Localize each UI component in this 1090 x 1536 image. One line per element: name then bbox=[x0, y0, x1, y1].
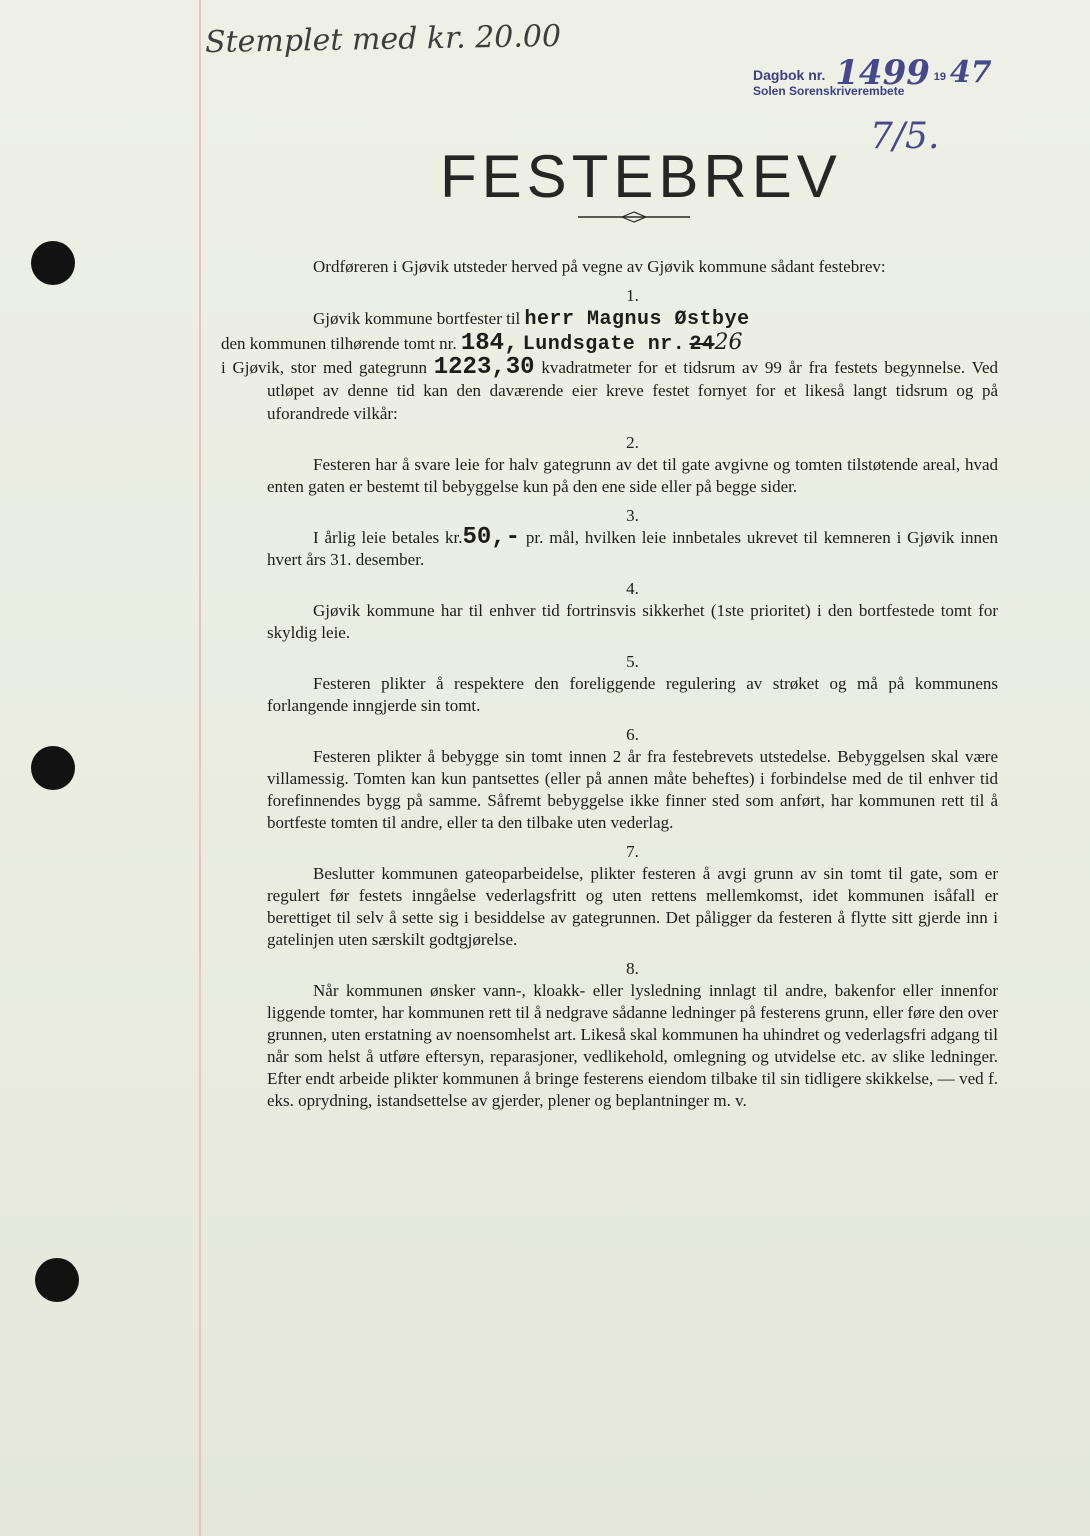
section-number-1: 1. bbox=[626, 286, 639, 305]
section-1-part3: i Gjøvik, stor med gategrunn bbox=[221, 358, 427, 377]
section-5-text: Festeren plikter å respektere den foreliggende regulering av strøket og må på kommunens forlangende inngjerde sin tomt. bbox=[267, 674, 998, 715]
lessee-name: herr Magnus Østbye bbox=[524, 308, 750, 331]
plot-number: 184, bbox=[460, 330, 519, 357]
section-6-text: Festeren plikter å bebygge sin tomt innen 2 år fra festebrevets utstedelse. Bebyggelsen skal være villamessig. Tomten kan kun pantsettes (eller på annen måte beheftes) i forbindelse med de til enhver tid forefinnendes bygg på samme. Såfremt bebyggelse ikke finner sted som anført, har kommunen rett til å bortfeste tomten til andre, eller ta den tilbake uten vederlag. bbox=[267, 747, 998, 832]
punch-hole-top bbox=[31, 241, 75, 285]
section-3-part2: pr. mål, hvilken leie innbetales ukrevet til kemneren i Gjøvik innen hvert års 31. desember. bbox=[267, 528, 999, 569]
street-number-new: 26 bbox=[714, 330, 743, 355]
section-number-3: 3. bbox=[626, 506, 639, 525]
plot-area: 1223,30 bbox=[433, 354, 535, 381]
section-2-text: Festeren har å svare leie for halv gategrunn av det til gate avgivne og tomten tilstøtende areal, hvad enten gaten er bestemt til bebyggelse kun på den ene side eller på begge sider. bbox=[267, 455, 998, 496]
document-title: FESTEBREV bbox=[440, 143, 842, 210]
stamp-year-prefix: 19 bbox=[933, 71, 947, 83]
street-number-old: 24 bbox=[689, 333, 715, 356]
section-1-text bbox=[221, 307, 999, 425]
punch-hole-middle bbox=[31, 746, 75, 790]
stamp-label: Dagbok nr. bbox=[753, 67, 826, 83]
title-ornament bbox=[578, 211, 690, 223]
section-7-text: Beslutter kommunen gateoparbeidelse, plikter festeren å avgi grunn av sin tomt til gate, som er regulert før festets inngåelse vederlagsfritt og uten rettens mellemkomst, idet kommunen isåfall er berettiget til selv å sette sig i besiddelse av gategrunnen. Det påligger da festeren å flytte sitt gjerde inn i gatelinjen uten særskilt godtgjørelse. bbox=[267, 864, 998, 949]
section-number-7: 7. bbox=[626, 842, 639, 861]
section-number-8: 8. bbox=[626, 959, 639, 978]
section-number-6: 6. bbox=[626, 725, 639, 744]
margin-line bbox=[199, 0, 201, 1536]
section-1-part2: den kommunen tilhørende tomt nr. bbox=[221, 334, 457, 353]
punch-hole-bottom bbox=[35, 1258, 79, 1302]
section-1-part4: kvadratmeter for et tidsrum av 99 år fra festets begynnelse. Ved utløpet av denne tid kan den daværende eier kreve festet fornyet for et likeså langt tidsrum og på uforandrede vilkår: bbox=[267, 358, 999, 423]
street-name: Lundsgate nr. bbox=[522, 333, 686, 356]
stamp-number: 1499 bbox=[835, 53, 930, 93]
document-body bbox=[221, 256, 999, 1112]
section-1-part1: Gjøvik kommune bortfester til bbox=[313, 309, 521, 328]
section-3-part1: I årlig leie betales kr. bbox=[313, 528, 463, 547]
section-8-text: Når kommunen ønsker vann-, kloakk- eller lysledning innlagt til andre, bakenfor eller innenfor liggende tomter, har kommunen rett til å nedgrave sådanne ledninger på festerens grunn, eller føre den over grunnen, uten erstatning av noensomhelst art. Likeså skal kommunen ha uhindret og vederlagsfri adgang til når som helst å utføre eftersyn, reparasjoner, vedlikehold, omlegning og utvidelse etc. av slike ledninger. Efter endt arbeide plikter kommunen å bringe festerens eiendom tilbake til sin tidligere skikkelse, — ved f. eks. oprydning, istandsettelse av gjerder, plener og beplantninger m. v. bbox=[267, 981, 998, 1110]
stamp-date-note: 7/5. bbox=[870, 116, 940, 157]
stamp-year: 47 bbox=[949, 55, 992, 90]
section-3-text bbox=[267, 524, 999, 571]
section-number-5: 5. bbox=[626, 652, 639, 671]
handwritten-stamp-duty-note: Stemplet med kr. 20.00 bbox=[204, 18, 562, 61]
section-number-2: 2. bbox=[626, 433, 639, 452]
section-number-4: 4. bbox=[626, 579, 639, 598]
intro-paragraph: Ordføreren i Gjøvik utsteder herved på vegne av Gjøvik kommune sådant festebrev: bbox=[313, 257, 886, 276]
diary-stamp bbox=[753, 53, 993, 100]
rent-amount: 50,- bbox=[462, 524, 521, 551]
stamp-office: Solen Sorenskriverembete bbox=[753, 84, 905, 98]
section-4-text: Gjøvik kommune har til enhver tid fortrinsvis sikkerhet (1ste prioritet) i den bortfestede tomt for skyldig leie. bbox=[267, 601, 998, 642]
